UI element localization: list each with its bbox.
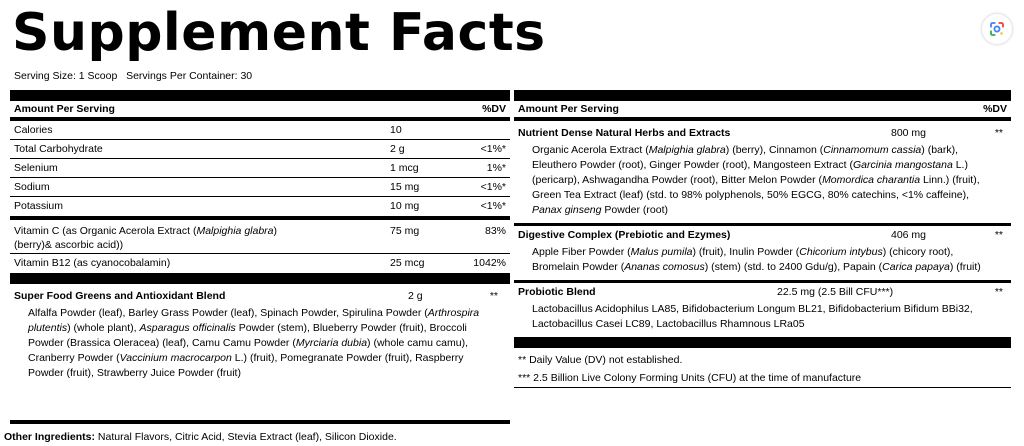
blend-ingredients	[514, 142, 1011, 218]
ingredient-text: Powder (root)	[601, 204, 669, 216]
table-header	[514, 101, 1011, 117]
ingredient-text: ) (fruit), Inulin Powder (	[692, 246, 800, 258]
blend-name: Super Food Greens and Antioxidant Blend	[14, 290, 226, 302]
google-lens-button[interactable]	[982, 14, 1012, 44]
blend-amount: 2 g	[408, 290, 423, 302]
divider-bar	[514, 337, 1011, 348]
latin-name: Malpighia glabra	[648, 144, 726, 156]
ingredient-text: ) (bark), Eleuthero Powder (root), Ginger Powder (root), Mangosteen Extract (	[532, 144, 959, 171]
nutrient-row	[10, 197, 510, 216]
latin-name: Garcinia mangostana	[852, 159, 953, 171]
nutrient-name	[14, 224, 314, 252]
ingredient-text: ) (chicory root), Bromelain Powder (	[532, 246, 954, 273]
latin-name: Myrciaria dubia	[295, 337, 368, 349]
amount-per-serving-heading: Amount Per Serving	[14, 103, 115, 115]
supplement-panel-right	[514, 90, 1011, 388]
divider-bar	[514, 90, 1011, 101]
ingredient-text: ) (fruit)	[949, 261, 981, 273]
nutrient-name: Calories	[14, 124, 53, 136]
latin-name: Panax ginseng	[532, 204, 602, 216]
ingredient-text: Apple Fiber Powder (	[532, 246, 631, 258]
blend-heading	[514, 227, 1011, 244]
ingredient-text: Alfalfa Powder (leaf), Barley Grass Powder (leaf), Spinach Powder, Spirulina Powder (	[28, 307, 428, 319]
blend-ingredients	[514, 244, 1011, 275]
nutrient-name: Sodium	[14, 181, 50, 193]
blend-name: Nutrient Dense Natural Herbs and Extracts	[518, 127, 731, 139]
ingredient-text: L.) (fruit), Pomegranate Powder (fruit), Raspberry Powder (fruit), Strawberry Juice Powder (fruit)	[28, 352, 464, 379]
ingredient-text: ) (whole camu camu), Cranberry Powder (	[28, 337, 468, 364]
blend-dv: **	[994, 286, 1003, 298]
other-ingredients-text: Natural Flavors, Citric Acid, Stevia Extract (leaf), Silicon Dioxide.	[95, 431, 397, 443]
nutrient-amount: 10	[390, 124, 402, 136]
google-lens-icon	[988, 20, 1006, 38]
latin-name: Ananas comosus	[624, 261, 705, 273]
nutrient-dv: <1%*	[480, 143, 506, 155]
nutrient-row	[10, 254, 510, 273]
blend-name: Probiotic Blend	[518, 286, 596, 298]
nutrient-name: Vitamin B12 (as cyanocobalamin)	[14, 257, 171, 269]
name-part: (berry)& ascorbic acid))	[14, 239, 124, 251]
footnote-dv: ** Daily Value (DV) not established.	[518, 354, 683, 366]
table-header	[10, 101, 510, 117]
nutrient-row	[10, 159, 510, 178]
blend-ingredients	[10, 305, 510, 381]
nutrient-amount: 2 g	[390, 143, 405, 155]
serving-size: Serving Size: 1 Scoop	[14, 70, 118, 82]
nutrient-name: Total Carbohydrate	[14, 143, 103, 155]
latin-name: Asparagus officinalis	[139, 322, 236, 334]
footnote-cfu: *** 2.5 Billion Live Colony Forming Units (CFU) at the time of manufacture	[518, 372, 862, 384]
nutrient-amount: 15 mg	[390, 181, 420, 193]
nutrient-amount: 10 mg	[390, 200, 420, 212]
divider-bar	[514, 117, 1011, 121]
serving-info	[14, 70, 252, 82]
blend-heading	[514, 125, 1011, 142]
nutrient-amount: 25 mcg	[390, 257, 425, 269]
blend-dv: **	[994, 229, 1003, 241]
latin-name: Malpighia glabra	[196, 225, 274, 237]
blend-heading	[514, 284, 1011, 301]
name-part: )	[273, 225, 278, 237]
ingredient-text: Linn.) (fruit), Green Tea Extract (leaf) (std. to 98% polyphenols, 50% EGCG, 80% catechins, <1% caffeine),	[532, 174, 980, 201]
ingredient-text: Powder (stem), Blueberry Powder (fruit), Broccoli Powder (Brassica Oleracea) (leaf), Camu Camu Powder (	[28, 322, 467, 349]
latin-name: Cinnamomum cassia	[823, 144, 922, 156]
latin-name: Vaccinium macrocarpon	[119, 352, 232, 364]
blend-amount: 800 mg	[891, 127, 927, 139]
latin-name: Momordica charantia	[822, 174, 921, 186]
ingredient-text: ) (stem) (std. to 2400 Gdu/g), Papain (	[704, 261, 883, 273]
blend-name: Digestive Complex (Prebiotic and Ezymes)	[518, 229, 731, 241]
divider-bar	[10, 90, 510, 101]
ingredient-text: L.) (pericarp), Ashwagandha Powder (root), Bitter Melon Powder (	[532, 159, 968, 186]
blend-dv: **	[489, 290, 498, 302]
ingredient-text: Organic Acerola Extract (	[532, 144, 649, 156]
nutrient-row	[10, 121, 510, 140]
dv-heading: %DV	[482, 103, 506, 115]
latin-name: Chicorium intybus	[799, 246, 883, 258]
nutrient-row	[10, 220, 510, 254]
blend-ingredients	[514, 301, 1011, 332]
dv-heading: %DV	[983, 103, 1007, 115]
divider-bar	[10, 273, 510, 284]
other-ingredients-label: Other Ingredients:	[4, 431, 96, 443]
nutrient-dv: <1%*	[480, 200, 506, 212]
nutrient-dv: <1%*	[480, 181, 506, 193]
amount-per-serving-heading: Amount Per Serving	[518, 103, 619, 115]
nutrient-dv: 1%*	[486, 162, 506, 174]
divider-bar	[514, 223, 1011, 226]
other-ingredients	[4, 431, 397, 443]
divider-bar	[10, 420, 510, 424]
nutrient-dv: 1042%	[473, 257, 506, 269]
blend-amount: 406 mg	[891, 229, 927, 241]
blend-dv: **	[994, 127, 1003, 139]
servings-per-container: Servings Per Container: 30	[126, 70, 253, 82]
page-title: Supplement Facts	[12, 3, 546, 63]
name-part: Vitamin C (as Organic Acerola Extract (	[14, 225, 197, 237]
ingredient-text: Lactobacillus Acidophilus LA85, Bifidobacterium Longum BL21, Bifidobacterium Bifidum BBi32, Lactobacillus Casei LC89, Lactobacillus Rhamnous LRa05	[532, 303, 973, 330]
nutrient-dv: 83%	[484, 225, 506, 237]
nutrient-name: Potassium	[14, 200, 64, 212]
nutrient-row	[10, 178, 510, 197]
divider-line	[514, 387, 1011, 388]
nutrient-row	[10, 140, 510, 159]
blend-heading	[10, 288, 510, 305]
nutrient-name: Selenium	[14, 162, 58, 174]
divider-bar	[514, 280, 1011, 283]
supplement-panel-left	[10, 90, 510, 445]
latin-name: Arthrospira plutentis	[28, 307, 480, 334]
nutrient-amount: 1 mcg	[390, 162, 419, 174]
ingredient-text: ) (berry), Cinnamon (	[725, 144, 824, 156]
latin-name: Malus pumila	[630, 246, 693, 258]
nutrient-amount: 75 mg	[390, 225, 420, 237]
latin-name: Carica papaya	[882, 261, 950, 273]
blend-amount: 22.5 mg (2.5 Bill CFU***)	[777, 286, 894, 298]
ingredient-text: ) (whole plant),	[67, 322, 140, 334]
